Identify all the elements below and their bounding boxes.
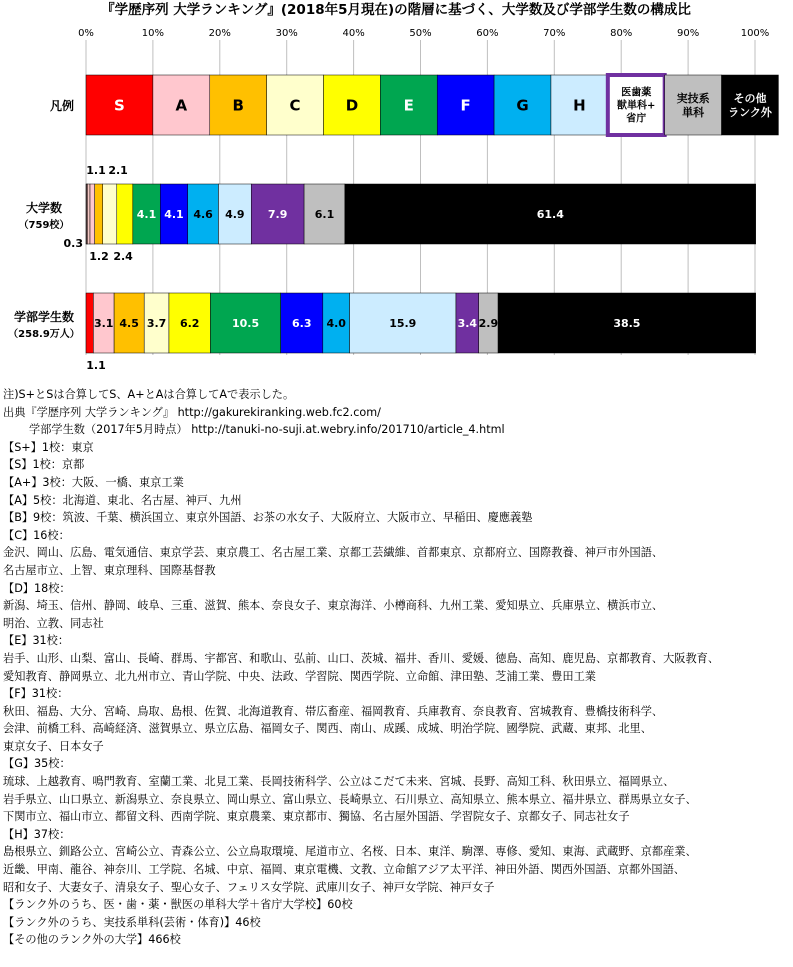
tier-list-line: 【S】1校：京都 [3, 458, 85, 472]
tier-list-line: 岩手、山形、山梨、富山、長崎、群馬、宇都宮、和歌山、弘前、山口、茨城、福井、香川、愛媛、徳島、高知、鹿児島、京都教育、大阪教育、 [3, 651, 720, 665]
x-tick-labels [78, 28, 769, 39]
stacked-bar-chart [0, 0, 793, 385]
data-label: 2.9 [478, 317, 499, 330]
tier-list-line: 【その他のランク外の大学】466校 [3, 933, 181, 947]
callout-label: 1.2 [89, 250, 109, 263]
x-tick-label: 0% [78, 28, 94, 39]
x-tick-label: 10% [141, 28, 165, 39]
x-tick-label: 60% [476, 28, 499, 39]
tier-list-line: 【B】9校：筑波、千葉、横浜国立、東京外国語、お茶の水女子、大阪府立、大阪市立、早稲田、慶應義塾 [3, 511, 533, 525]
series-name: 学部学生数 [13, 310, 75, 324]
tier-list-line: 秋田、福島、大分、宮崎、鳥取、島根、佐賀、北海道教育、帯広畜産、福岡教育、兵庫教育、奈良教育、宮城教育、豊橋技術科学、 [3, 704, 664, 718]
chart-title: 『学歴序列 大学ランキング』(2018年5月現在)の階層に基づく、大学数及び学部学生数の構成比 [101, 2, 691, 18]
data-label: 6.1 [314, 208, 335, 221]
bar-segment-A+ [87, 184, 90, 244]
tier-list-line: 新潟、埼玉、信州、静岡、岐阜、三重、滋賀、熊本、奈良女子、東京海洋、小樽商科、九州工業、愛知県立、兵庫県立、横浜市立、 [3, 599, 664, 613]
data-label: 3.1 [93, 317, 114, 330]
legend-label-F: F [460, 96, 471, 115]
tier-list-line: 【S+】1校：東京 [3, 440, 94, 454]
bar-segment-A [90, 184, 95, 244]
source-note: 注)S+とSは合算してS、A+とAは合算してAで表示した。 [3, 388, 295, 401]
data-label: 3.7 [146, 317, 167, 330]
source-note: 学部学生数（2017年5月時点） http://tanuki-no-suji.at.webry.info/201710/article_4.html [29, 423, 505, 437]
notes-section [3, 386, 791, 949]
data-label: 15.9 [389, 317, 417, 330]
tier-list-line: 琉球、上越教育、鳴門教育、室蘭工業、北見工業、長岡技術科学、公立はこだて未来、宮城、長野、高知工科、秋田県立、福岡県立、 [3, 775, 675, 789]
bar-segment-B [95, 184, 103, 244]
tier-list-line: 島根県立、釧路公立、宮崎公立、青森公立、公立鳥取環境、尾道市立、名桜、日本、東洋、駒澤、専修、愛知、東海、武蔵野、京都産業、 [3, 845, 697, 859]
data-label: 7.9 [267, 208, 288, 221]
legend-label-B: B [232, 96, 244, 115]
tier-list-line: 近畿、甲南、龍谷、神奈川、工学院、名城、中京、福岡、東京電機、文教、立命館アジア太平洋、神田外語、関西外国語、京都外国語、 [3, 863, 685, 877]
x-tick-label: 40% [342, 28, 365, 39]
x-tick-label: 90% [676, 28, 700, 39]
legend-label-C: C [289, 96, 301, 115]
data-label: 6.2 [179, 317, 200, 330]
bar-segment-D [117, 184, 133, 244]
tier-list-line: 【G】35校： [3, 757, 71, 771]
x-tick-label: 50% [409, 28, 432, 39]
tier-list-line: 岩手県立、山口県立、新潟県立、奈良県立、岡山県立、富山県立、長崎県立、石川県立、高知県立、熊本県立、福井県立、群馬県立女子、 [3, 792, 697, 806]
data-label: 3.4 [457, 317, 478, 330]
legend-label-other: その他ランク外 [728, 91, 772, 119]
series-name: 大学数 [25, 201, 63, 215]
callout-label: 1.1 [86, 359, 106, 372]
callout-label: 2.4 [113, 250, 133, 263]
legend-row-label: 凡例 [49, 99, 75, 113]
tier-list-line: 【H】37校： [3, 827, 71, 841]
tier-list-line: 金沢、岡山、広島、電気通信、東京学芸、東京農工、名古屋工業、京都工芸繊維、首都東京、京都府立、国際教養、神戸市外国語、 [3, 546, 664, 560]
tier-list-line: 下関市立、福山市立、都留文科、西南学院、東京農業、東京都市、獨協、名古屋外国語、学習院女子、京都女子、同志社女子 [3, 810, 630, 824]
data-label: 4.6 [193, 208, 213, 221]
tier-list-line: 愛知教育、静岡県立、北九州市立、青山学院、中央、法政、学習院、関西学院、立命館、津田塾、芝浦工業、豊田工業 [3, 669, 596, 683]
data-bars [8, 164, 755, 372]
callout-label: 2.1 [108, 164, 128, 177]
tier-list-line: 【F】31校： [3, 687, 69, 701]
x-tick-label: 20% [208, 28, 231, 39]
tier-list-line: 明治、立教、同志社 [3, 616, 104, 630]
tier-list-line: 【C】16校： [3, 528, 70, 542]
data-label: 38.5 [613, 317, 641, 330]
legend-label-S: S [114, 96, 125, 115]
x-tick-label: 100% [740, 28, 770, 39]
series-sublabel: （258.9万人） [8, 329, 80, 340]
series-sublabel: （759校） [18, 220, 70, 231]
tier-list-line: 【ランク外のうち、医・歯・薬・獣医の単科大学＋省庁大学校】60校 [3, 898, 353, 912]
data-label: 4.5 [119, 317, 139, 330]
tier-list-line: 【D】18校： [3, 581, 71, 595]
bar-segment-C [103, 184, 117, 244]
tier-list-line: 【A+】3校：大阪、一橋、東京工業 [3, 475, 184, 489]
tier-list-line: 【ランク外のうち、実技系単科(芸術・体育)】46校 [3, 915, 261, 929]
data-label: 6.3 [292, 317, 312, 330]
callout-label: 0.3 [63, 237, 83, 250]
tier-list-line: 東京女子、日本女子 [3, 739, 104, 753]
data-label: 4.0 [326, 317, 346, 330]
legend-label-G: G [516, 96, 529, 115]
legend-label-art: 実技系単科 [676, 91, 710, 119]
legend-label-E: E [403, 96, 414, 115]
source-note: 出典『学歴序列 大学ランキング』 http://gakurekiranking.web.fc2.com/ [3, 405, 381, 419]
legend-label-A: A [175, 96, 188, 115]
callout-label: 1.1 [86, 164, 106, 177]
bar-segment-S [86, 293, 93, 353]
data-label: 61.4 [536, 208, 564, 221]
data-label: 4.9 [225, 208, 245, 221]
tier-list-line: 【A】5校：北海道、東北、名古屋、神戸、九州 [3, 493, 242, 507]
data-label: 4.1 [164, 208, 184, 221]
data-label: 10.5 [231, 317, 260, 330]
x-tick-label: 70% [543, 28, 566, 39]
tier-list-line: 名古屋市立、上智、東京理科、国際基督教 [3, 563, 216, 577]
x-tick-label: 30% [275, 28, 298, 39]
legend-label-D: D [345, 96, 359, 115]
x-tick-label: 80% [610, 28, 633, 39]
data-label: 4.1 [136, 208, 157, 221]
legend-row [50, 75, 778, 135]
legend-label-H: H [573, 96, 586, 115]
legend-label-med: 医歯薬獣単科+省庁 [617, 87, 656, 125]
tier-list-line: 会津、前橋工科、高崎経済、滋賀県立、県立広島、福岡女子、関西、南山、成蹊、成城、明治学院、國學院、武蔵、東邦、北里、 [3, 722, 652, 736]
tier-list-line: 昭和女子、大妻女子、清泉女子、聖心女子、フェリス女学院、武庫川女子、神戸女学院、神戸女子 [3, 880, 495, 894]
tier-list-line: 【E】31校： [3, 634, 70, 648]
